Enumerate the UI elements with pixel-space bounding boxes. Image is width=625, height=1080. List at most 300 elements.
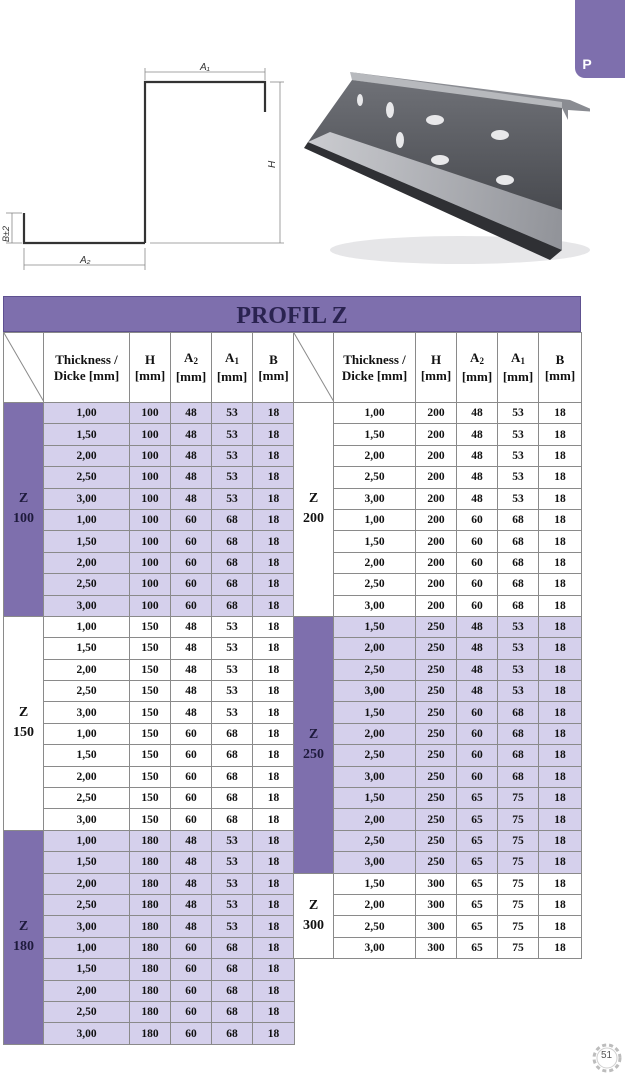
cell-b: 18 [253,1023,295,1044]
table-row [294,445,582,466]
table-row [294,916,582,937]
cell-a1: 53 [212,638,253,659]
cell-h: 250 [416,659,457,680]
cell-b: 18 [253,937,295,958]
cell-b: 18 [539,445,582,466]
cell-b: 18 [539,916,582,937]
cell-b: 18 [539,509,582,530]
cell-a1: 75 [498,809,539,830]
table-row [294,702,582,723]
cell-a2: 48 [457,488,498,509]
cell-h: 180 [130,959,171,980]
cell-b: 18 [253,830,295,851]
table-row [4,745,295,766]
cell-a2: 48 [171,830,212,851]
table-row [4,424,295,445]
cell-thickness: 2,00 [334,445,416,466]
cell-h: 300 [416,916,457,937]
right-table [293,332,582,959]
cell-a2: 48 [457,616,498,637]
cell-h: 180 [130,1023,171,1044]
cell-thickness: 3,00 [44,916,130,937]
table-row [294,723,582,744]
cell-thickness: 1,00 [334,403,416,424]
table-row [4,659,295,680]
cell-b: 18 [253,916,295,937]
cell-thickness: 1,00 [334,509,416,530]
cell-a1: 68 [212,595,253,616]
cell-b: 18 [539,424,582,445]
cell-a2: 48 [171,873,212,894]
cell-h: 150 [130,723,171,744]
section-letter: P [582,56,592,72]
cell-thickness: 2,00 [334,723,416,744]
header-a2: $A_2$ [mm] [457,333,498,403]
cell-h: 150 [130,681,171,702]
cell-h: 150 [130,702,171,723]
cell-a2: 48 [171,467,212,488]
cell-a2: 60 [171,552,212,573]
profile-group-label: Z 300 [294,873,334,959]
table-row [294,424,582,445]
table-row [294,745,582,766]
cell-a1: 75 [498,788,539,809]
table-row [294,595,582,616]
table-row [294,638,582,659]
cell-thickness: 1,50 [334,702,416,723]
cell-thickness: 3,00 [334,766,416,787]
cell-h: 200 [416,445,457,466]
profile-group-label: Z 200 [294,403,334,617]
table-row [4,937,295,958]
cell-a2: 48 [457,638,498,659]
cell-b: 18 [253,403,295,424]
cell-h: 200 [416,488,457,509]
cell-thickness: 1,50 [44,852,130,873]
cell-b: 18 [539,766,582,787]
cell-a1: 68 [212,766,253,787]
cell-thickness: 1,50 [44,745,130,766]
table-row [294,873,582,894]
table-row [4,959,295,980]
cell-b: 18 [253,959,295,980]
header-h: H [mm] [130,333,171,403]
cell-a1: 53 [212,894,253,915]
table-row [294,788,582,809]
cell-b: 18 [253,552,295,573]
cell-b: 18 [539,702,582,723]
cell-h: 200 [416,467,457,488]
cell-b: 18 [253,659,295,680]
cell-a1: 68 [498,574,539,595]
cell-thickness: 2,00 [44,873,130,894]
cell-a1: 68 [212,509,253,530]
cell-h: 250 [416,681,457,702]
cell-b: 18 [539,894,582,915]
cell-b: 18 [539,488,582,509]
cell-a2: 65 [457,894,498,915]
cell-a2: 60 [171,788,212,809]
cell-h: 300 [416,873,457,894]
cell-thickness: 1,50 [334,531,416,552]
cell-b: 18 [253,745,295,766]
table-row [4,980,295,1001]
cell-h: 100 [130,552,171,573]
table-title: PROFIL Z [3,296,581,332]
cell-a1: 68 [212,723,253,744]
cell-h: 180 [130,830,171,851]
cell-thickness: 1,00 [44,830,130,851]
cell-a1: 68 [498,723,539,744]
cell-b: 18 [253,531,295,552]
table-row [294,830,582,851]
cell-a2: 60 [457,531,498,552]
cell-a1: 53 [212,445,253,466]
cell-a1: 68 [212,745,253,766]
cell-a2: 48 [171,916,212,937]
profile-group-label: Z 100 [4,403,44,617]
table-row [4,552,295,573]
cell-thickness: 1,50 [334,424,416,445]
table-row [4,723,295,744]
cell-h: 300 [416,937,457,958]
cell-thickness: 3,00 [44,488,130,509]
table-row [4,509,295,530]
cell-a2: 48 [171,424,212,445]
cell-a1: 75 [498,830,539,851]
table-row [4,916,295,937]
table-row [294,937,582,958]
corner-cell [294,333,334,403]
cell-thickness: 1,50 [334,616,416,637]
cell-a2: 60 [171,509,212,530]
table-row [4,467,295,488]
header-b: B [mm] [539,333,582,403]
cell-a2: 65 [457,916,498,937]
cell-b: 18 [253,488,295,509]
cell-a1: 53 [212,616,253,637]
cell-b: 18 [539,467,582,488]
cell-a2: 65 [457,830,498,851]
cell-h: 100 [130,574,171,595]
cell-a2: 60 [457,723,498,744]
cell-a2: 65 [457,788,498,809]
cell-a1: 68 [498,552,539,573]
profile-group-label: Z 150 [4,616,44,830]
cell-h: 180 [130,894,171,915]
cell-h: 180 [130,873,171,894]
cell-h: 250 [416,766,457,787]
cell-a2: 48 [457,445,498,466]
cell-thickness: 2,50 [334,467,416,488]
cell-a1: 68 [498,745,539,766]
cell-b: 18 [253,809,295,830]
cell-b: 18 [253,723,295,744]
cell-a1: 53 [498,488,539,509]
table-row [4,852,295,873]
cell-thickness: 3,00 [44,702,130,723]
cell-b: 18 [539,403,582,424]
cell-h: 100 [130,509,171,530]
cell-thickness: 2,00 [44,552,130,573]
table-row [4,445,295,466]
cell-thickness: 3,00 [334,681,416,702]
cell-a2: 48 [457,681,498,702]
cell-h: 100 [130,595,171,616]
cell-thickness: 2,50 [334,745,416,766]
cell-a1: 68 [498,702,539,723]
cell-thickness: 2,50 [334,574,416,595]
profile-group-label: Z 180 [4,830,44,1044]
table-row [294,766,582,787]
cell-h: 150 [130,766,171,787]
table-row [294,531,582,552]
cell-h: 180 [130,916,171,937]
cell-b: 18 [539,552,582,573]
cell-h: 250 [416,809,457,830]
table-row [4,1001,295,1022]
cell-a2: 65 [457,852,498,873]
cell-b: 18 [539,638,582,659]
cell-a1: 53 [498,681,539,702]
cell-a2: 60 [457,766,498,787]
table-row [294,574,582,595]
cell-thickness: 2,50 [44,788,130,809]
cell-b: 18 [253,509,295,530]
cell-b: 18 [539,595,582,616]
cell-h: 200 [416,552,457,573]
cell-a2: 60 [171,766,212,787]
table-row [294,616,582,637]
cell-thickness: 2,00 [334,809,416,830]
z-profile-product-image [300,60,590,270]
cell-thickness: 1,50 [44,638,130,659]
cell-b: 18 [253,873,295,894]
cell-h: 180 [130,937,171,958]
header-thickness: Thickness / Dicke [mm] [44,333,130,403]
cell-b: 18 [253,574,295,595]
cell-b: 18 [253,424,295,445]
cell-b: 18 [253,681,295,702]
cell-b: 18 [253,1001,295,1022]
cell-thickness: 1,00 [44,723,130,744]
table-row [294,467,582,488]
header-thickness: Thickness / Dicke [mm] [334,333,416,403]
cell-a1: 68 [498,509,539,530]
label-a1: A₁ [200,62,210,73]
cell-a1: 53 [212,852,253,873]
cell-a2: 48 [171,894,212,915]
cell-b: 18 [253,595,295,616]
cell-a1: 68 [498,531,539,552]
cell-b: 18 [253,852,295,873]
cell-h: 300 [416,894,457,915]
cell-h: 250 [416,745,457,766]
cell-h: 150 [130,638,171,659]
cell-thickness: 1,00 [44,403,130,424]
cell-h: 250 [416,830,457,851]
profile-group-label: Z 250 [294,616,334,873]
cell-b: 18 [539,809,582,830]
cell-h: 250 [416,723,457,744]
cell-a1: 53 [212,681,253,702]
cell-a2: 48 [457,403,498,424]
cell-a2: 60 [171,745,212,766]
cell-h: 200 [416,424,457,445]
header-a1: $A_1$ [mm] [498,333,539,403]
table-row [4,595,295,616]
cell-a2: 48 [171,403,212,424]
cell-b: 18 [539,531,582,552]
cell-thickness: 3,00 [334,852,416,873]
cell-b: 18 [539,723,582,744]
cell-h: 250 [416,702,457,723]
cell-h: 150 [130,809,171,830]
cell-h: 250 [416,616,457,637]
cell-a1: 68 [212,788,253,809]
cell-h: 200 [416,403,457,424]
cell-h: 100 [130,403,171,424]
cell-a2: 48 [171,445,212,466]
cell-a2: 60 [171,809,212,830]
cell-h: 250 [416,852,457,873]
left-table [3,332,295,1045]
cell-a2: 60 [457,574,498,595]
cell-thickness: 2,50 [44,894,130,915]
table-row [4,531,295,552]
table-row [4,681,295,702]
cell-a1: 53 [212,488,253,509]
header-h: H [mm] [416,333,457,403]
cell-b: 18 [253,980,295,1001]
cell-h: 100 [130,445,171,466]
table-row [294,659,582,680]
cell-a2: 60 [171,980,212,1001]
cell-a1: 68 [498,766,539,787]
cell-thickness: 2,50 [334,659,416,680]
cell-h: 200 [416,595,457,616]
cell-a1: 68 [212,1001,253,1022]
cell-a2: 60 [171,574,212,595]
cell-a2: 60 [171,959,212,980]
cell-a2: 65 [457,873,498,894]
cell-a2: 60 [171,1023,212,1044]
cell-h: 180 [130,1001,171,1022]
table-row [4,702,295,723]
cell-a1: 53 [212,702,253,723]
page-number-badge [583,1040,625,1075]
cell-a2: 48 [171,852,212,873]
cell-thickness: 1,50 [44,959,130,980]
cell-a2: 48 [457,659,498,680]
cell-a2: 65 [457,937,498,958]
cell-a2: 48 [171,488,212,509]
table-row [294,894,582,915]
corner-cell [4,333,44,403]
header-a1: $A_1$ [mm] [212,333,253,403]
cell-a2: 60 [457,509,498,530]
cell-a1: 68 [212,937,253,958]
cell-a2: 48 [171,638,212,659]
cell-b: 18 [539,830,582,851]
cell-a2: 60 [171,723,212,744]
cell-a2: 60 [457,745,498,766]
cell-a1: 53 [498,467,539,488]
cell-thickness: 3,00 [44,595,130,616]
cell-a1: 68 [212,531,253,552]
table-row [4,830,295,851]
cell-b: 18 [539,574,582,595]
table-row [4,809,295,830]
cell-b: 18 [253,894,295,915]
table-row [294,552,582,573]
cell-b: 18 [539,937,582,958]
cell-thickness: 2,00 [334,638,416,659]
cell-thickness: 2,00 [44,659,130,680]
cell-a1: 53 [498,659,539,680]
label-b: B±2 [1,226,11,242]
table-row [4,766,295,787]
table-row [4,616,295,637]
cell-h: 180 [130,980,171,1001]
cell-b: 18 [539,616,582,637]
cell-a1: 75 [498,916,539,937]
cell-a1: 53 [498,403,539,424]
table-row [4,403,295,424]
cell-a1: 75 [498,852,539,873]
cell-thickness: 3,00 [44,1023,130,1044]
table-row [294,852,582,873]
cell-thickness: 1,50 [44,424,130,445]
cell-a2: 48 [171,659,212,680]
cell-thickness: 2,50 [334,830,416,851]
cell-a2: 60 [171,595,212,616]
cell-a1: 75 [498,873,539,894]
cell-thickness: 1,00 [44,509,130,530]
table-row [294,403,582,424]
page-number: 51 [601,1050,613,1061]
cell-b: 18 [539,852,582,873]
cell-a1: 53 [498,638,539,659]
cell-h: 100 [130,467,171,488]
cell-thickness: 2,00 [44,980,130,1001]
cell-a2: 60 [171,531,212,552]
cell-a1: 68 [212,552,253,573]
cell-a2: 60 [171,1001,212,1022]
cell-h: 250 [416,788,457,809]
cell-thickness: 2,00 [334,552,416,573]
cell-h: 100 [130,424,171,445]
label-h: H [267,160,278,168]
cell-h: 150 [130,659,171,680]
cell-a1: 53 [212,467,253,488]
cell-b: 18 [253,766,295,787]
cell-a1: 68 [212,574,253,595]
cell-a1: 68 [212,980,253,1001]
table-row [4,1023,295,1044]
cell-a2: 65 [457,809,498,830]
cell-thickness: 2,50 [44,681,130,702]
cell-a1: 68 [498,595,539,616]
cell-a1: 75 [498,894,539,915]
cell-b: 18 [253,638,295,659]
cell-h: 150 [130,788,171,809]
table-row [294,488,582,509]
table-row [4,488,295,509]
cell-b: 18 [539,788,582,809]
cell-thickness: 3,00 [334,595,416,616]
cell-thickness: 2,50 [44,574,130,595]
